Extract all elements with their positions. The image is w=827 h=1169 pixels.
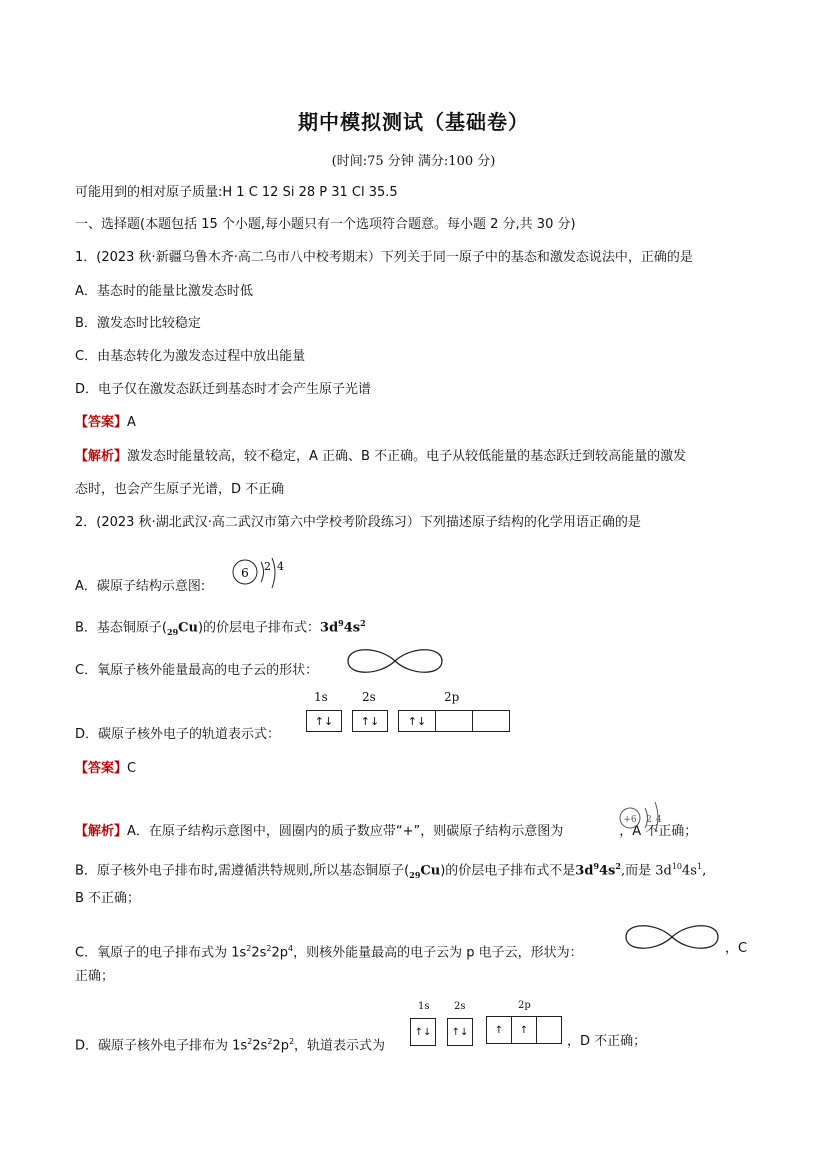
- svg-text:2: 2: [646, 815, 652, 825]
- answer-tag: 【答案】: [75, 415, 128, 430]
- q1-stem: 1．(2023 秋·新疆乌鲁木齐·高二乌市八中校考期末）下列关于同一原子中的基态和激发态说法中，正确的是: [75, 250, 693, 265]
- q1-analysis-line-2: 态时，也会产生原子光谱，D 不正确: [75, 482, 285, 497]
- small-label-2s: 2s: [454, 1001, 466, 1012]
- q2-analysis-b-line-2: B 不正确；: [75, 891, 141, 906]
- shell-1-count: 2: [264, 560, 271, 573]
- carbon-structure-diagram: [228, 556, 292, 596]
- p-orbital-shape: [344, 644, 446, 678]
- q1-option-b: B．激发态时比较稳定: [75, 316, 201, 331]
- q2-answer: 【答案】C: [75, 761, 137, 776]
- page-title: 期中模拟测试（基础卷）: [298, 110, 529, 134]
- orbital-box-2s: ↑↓: [352, 710, 388, 732]
- q2-analysis-a: 【解析】A．在原子结构示意图中，圆圈内的质子数应带“+”，则碳原子结构示意图为 ，A 不正确；: [75, 824, 698, 839]
- orbital-box-1s: ↑↓: [306, 710, 342, 732]
- q2-stem: 2．(2023 秋·湖北武汉·高二武汉市第六中学校考阶段练习）下列描述原子结构的化学用语正确的是: [75, 515, 641, 530]
- analysis-text: 激发态时能量较高，较不稳定，A 正确、B 不正确。电子从较低能量的基态跃迁到较高能量的激发: [127, 449, 687, 464]
- small-orbital-2p: ↑ ↑: [486, 1016, 562, 1044]
- q1-option-a: A．基态时的能量比激发态时低: [75, 284, 253, 299]
- q1-analysis-line-1: [75, 448, 686, 466]
- q2-analysis-c: C．氧原子的电子排布式为 $1s^22s^22p^4$，则核外能量最高的电子云为 p 电子云，形状为：: [75, 944, 583, 961]
- small-label-1s: 1s: [418, 1001, 430, 1012]
- svg-text:4: 4: [656, 815, 662, 825]
- orbital-box-2p: ↑↓: [398, 710, 510, 732]
- atomic-mass-line: 可能用到的相对原子质量:H 1 C 12 Si 28 P 31 Cl 35.5: [75, 185, 398, 200]
- q1-option-c: C．由基态转化为激发态过程中放出能量: [75, 349, 306, 364]
- q2-option-b: B．基态铜原子$(_{29}Cu)$的价层电子排布式：$3d^94s^2$: [75, 618, 366, 637]
- small-label-2p: 2p: [518, 1000, 531, 1011]
- q1-answer: [75, 414, 136, 432]
- section-heading: 一、选择题(本题包括 15 个小题,每小题只有一个选项符合题意。每小题 2 分,共 30 分): [75, 217, 576, 232]
- q2-analysis-d-end: ，D 不正确；: [567, 1034, 647, 1049]
- orbital-label-2p: 2p: [444, 690, 460, 704]
- q2-analysis-d: D．碳原子核外电子排布为 $1s^22s^22p^2$，轨道表示式为: [75, 1037, 386, 1054]
- q2-option-c: C．氧原子核外能量最高的电子云的形状：: [75, 663, 319, 678]
- small-orbital-1s: ↑↓: [410, 1018, 436, 1046]
- orbital-label-1s: 1s: [314, 690, 328, 704]
- q2-option-d: D．碳原子核外电子的轨道表示式：: [75, 727, 281, 742]
- shell-2-count: 4: [277, 560, 284, 573]
- q2-analysis-b: B．原子核外电子排布时,需遵循洪特规则,所以基态铜原子$(_{29}Cu)$的价层电子排布式不是$3d^94s^2$,而是 $3d^{10}4s^1$,: [75, 861, 707, 880]
- exam-info: (时间:75 分钟 满分:100 分): [331, 154, 496, 169]
- analysis-tag: 【解析】: [75, 449, 128, 464]
- answer-value: A: [127, 415, 136, 430]
- p-orbital-shape-analysis: [622, 920, 722, 954]
- orbital-label-2s: 2s: [362, 690, 376, 704]
- q2-analysis-c-end: ，C: [725, 941, 748, 956]
- small-orbital-2s: ↑↓: [447, 1018, 473, 1046]
- nucleus-number: 6: [241, 566, 249, 580]
- carbon-structure-diagram-corrected: [616, 796, 674, 834]
- svg-text:+6: +6: [623, 815, 637, 825]
- q1-option-d: D．电子仅在激发态跃迁到基态时才会产生原子光谱: [75, 382, 372, 397]
- q2-analysis-c-line-2: 正确；: [75, 969, 115, 984]
- q2-option-a: A．碳原子结构示意图:: [75, 579, 206, 594]
